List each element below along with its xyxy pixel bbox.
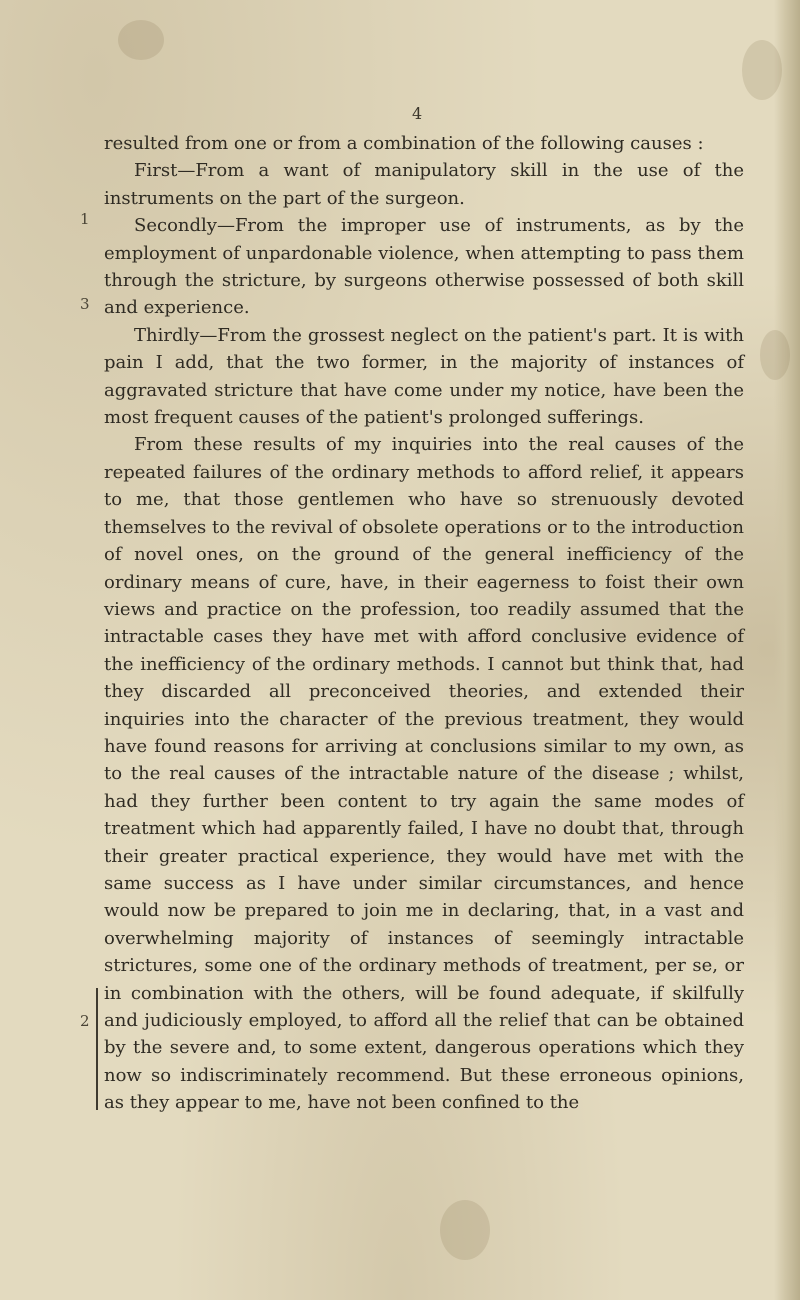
ink-stain bbox=[742, 40, 782, 100]
margin-annotation: 3 bbox=[80, 295, 90, 313]
ink-stain bbox=[440, 1200, 490, 1260]
paragraph: resulted from one or from a combination of the following causes : bbox=[104, 133, 704, 154]
page-edge-shadow bbox=[774, 0, 800, 1300]
ink-stain bbox=[760, 330, 790, 380]
margin-pencil-line bbox=[96, 988, 98, 1110]
margin-annotation: 2 bbox=[80, 1012, 90, 1030]
page-number: 4 bbox=[412, 104, 423, 123]
paragraph: First—From a want of manipulatory skill in the use of the instruments on the part of the surgeon. bbox=[104, 160, 744, 209]
paragraph: Secondly—From the improper use of instruments, as by the employment of unpardonable violence, when attempting to pass them through the stricture, by surgeons otherwise possessed of both skill and experience. bbox=[104, 215, 744, 319]
paragraph: Thirdly—From the grossest neglect on the patient's part. It is with pain I add, that the two former, in the majority of instances of aggravated stricture that have come under my notice, have been the most frequent causes of the patient's prolonged sufferings. bbox=[104, 324, 744, 429]
ink-stain bbox=[118, 20, 164, 60]
body-text bbox=[104, 130, 744, 1117]
margin-annotation: 1 bbox=[80, 210, 90, 228]
paragraph: From these results of my inquiries into the real causes of the repeated failures of the ordinary methods to afford relief, it appears to me, that those gentlemen who have so strenuously devoted themselves to the revival of obsolete operations or to the introduction of novel ones, on the ground of the general inefficiency of the ordinary means of cure, have, in their eagerness to foist their own views and practice on the profession, too readily assumed that the intractable cases they have met with afford conclusive evidence of the inefficiency of the ordinary methods. I cannot but think that, had they discarded all preconceived theories, and extended their inquiries into the character of the previous treatment, they would have found reasons for arriving at conclusions similar to my own, as to the real causes of the intractable nature of the disease ; whilst, had they further been content to try again the same modes of treatment which had apparently failed, I have no doubt that, through their greater practical experience, they would have met with the same success as I have under similar circumstances, and hence would now be prepared to join me in declaring, that, in a vast and overwhelming majority of instances of seemingly intractable strictures, some one of the ordinary methods of treatment, per se, or in combination with the others, will be found adequate, if skilfully and judiciously employed, to afford all the relief that can be obtained by the severe and, to some extent, dangerous operations which they now so indiscriminately recommend. But these erroneous opinions, as they appear to me, have not been confined to the bbox=[104, 434, 744, 1114]
